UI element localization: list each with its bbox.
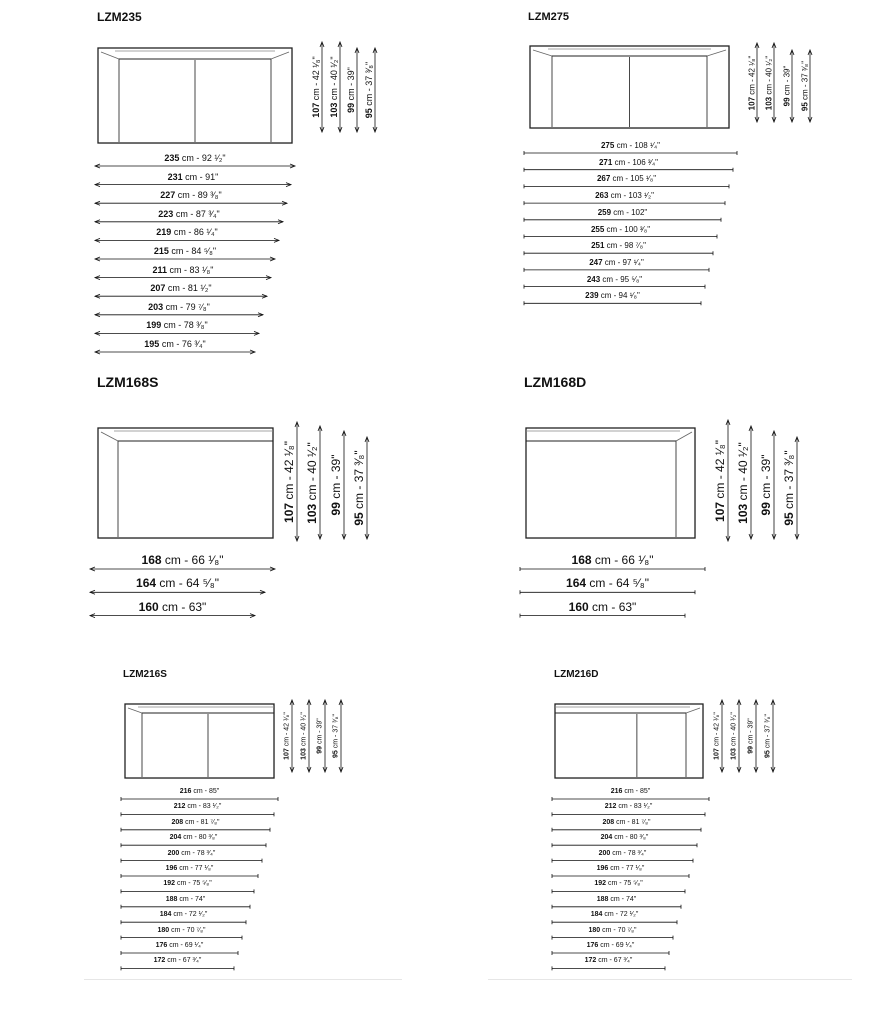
section-base-line (488, 979, 852, 980)
model-title: LZM235 (97, 10, 142, 24)
width-label: 164 cm - 64 ⁵⁄₈" (136, 576, 219, 591)
width-label: 188 cm - 74" (165, 895, 206, 903)
dimension-value: 203 (148, 301, 164, 312)
dimension-value: 164 (136, 576, 157, 591)
width-label: 184 cm - 72 ¹⁄₂" (590, 911, 639, 919)
dimension-value: 219 (156, 227, 172, 238)
dimension-value: 247 (589, 257, 603, 267)
width-label: 227 cm - 89 ³⁄₈" (160, 190, 222, 201)
dimension-value: 95 (764, 750, 772, 758)
width-label: 231 cm - 91" (167, 171, 219, 182)
width-label: 184 cm - 72 ¹⁄₂" (159, 911, 208, 919)
width-label: 243 cm - 95 ⁵⁄₈" (586, 274, 643, 284)
width-label: 247 cm - 97 ¹⁄₄" (589, 257, 644, 267)
dimension-value: 95 (800, 102, 810, 112)
width-label: 215 cm - 84 ⁵⁄₈" (153, 246, 217, 256)
width-label: 263 cm - 103 ¹⁄₂" (595, 191, 654, 201)
width-label: 216 cm - 85" (179, 788, 220, 795)
dimension-value: 223 (158, 208, 174, 219)
width-label: 176 cm - 69 ¹⁄₄" (586, 942, 635, 949)
dimension-value: 180 (157, 926, 170, 934)
sofa-outline (125, 704, 274, 778)
dimension-value: 199 (146, 320, 162, 331)
dimension-value: 196 (596, 865, 609, 872)
width-label: 239 cm - 94 ¹⁄₈" (585, 291, 640, 301)
dimension-value: 99 (316, 745, 324, 754)
width-label: 259 cm - 102" (597, 207, 648, 217)
dimension-value: 176 (586, 942, 599, 949)
model-title: LZM168D (524, 373, 587, 390)
width-label: 267 cm - 105 ¹⁄₈" (596, 174, 657, 184)
sofa-outline (555, 704, 703, 778)
dimension-value: 200 (167, 849, 180, 857)
dimension-value: 212 (173, 803, 186, 811)
dimension-value: 196 (165, 865, 178, 872)
dimension-value: 103 (329, 102, 340, 118)
dimension-value: 263 (595, 191, 609, 201)
width-label: 211 cm - 83 ¹⁄₈" (152, 264, 214, 275)
dimension-value: 235 (164, 153, 180, 163)
height-label: 107 cm - 42 ¹⁄₈" (283, 712, 291, 760)
width-label: 199 cm - 78 ³⁄₈" (146, 320, 208, 331)
height-label: 99 cm - 39" (316, 718, 324, 754)
dimension-value: 255 (590, 224, 605, 234)
width-label: 271 cm - 106 ³⁄₄" (598, 157, 659, 167)
width-label: 160 cm - 63" (568, 599, 637, 614)
width-label: 212 cm - 83 ¹⁄₂" (173, 803, 222, 811)
dimension-value: 243 (586, 274, 601, 284)
width-label: 251 cm - 98 ⁷⁄₈" (591, 241, 646, 251)
height-label: 95 cm - 37 ³⁄₈" (332, 714, 340, 758)
width-label: 204 cm - 80 ³⁄₈" (169, 834, 218, 842)
height-label: 99 cm - 39" (329, 454, 344, 516)
height-label: 107 cm - 42 ¹⁄₈" (713, 439, 728, 522)
sofa-diagram-lzm168s (90, 422, 369, 618)
dimension-value: 95 (782, 512, 797, 526)
width-label: 235 cm - 92 ¹⁄₂" (164, 153, 226, 163)
model-title: LZM216S (123, 668, 167, 680)
width-label: 180 cm - 70 ⁷⁄₈" (157, 926, 206, 934)
dimension-value: 99 (782, 97, 792, 107)
dimension-value: 211 (152, 264, 168, 275)
width-label: 200 cm - 78 ³⁄₄" (167, 849, 216, 857)
model-title: LZM216D (554, 668, 599, 680)
dimension-value: 192 (163, 880, 175, 888)
width-label: 160 cm - 63" (138, 599, 207, 614)
dimension-value: 267 (596, 174, 611, 184)
height-label: 107 cm - 42 ¹⁄₈" (747, 55, 757, 110)
dimension-value: 107 (283, 748, 291, 760)
dimension-value: 204 (600, 834, 613, 842)
dimension-value: 208 (171, 818, 184, 826)
height-label: 107 cm - 42 ¹⁄₈" (713, 712, 721, 760)
height-label: 95 cm - 37 ³⁄₈" (764, 714, 772, 758)
width-label: 255 cm - 100 ³⁄₈" (590, 224, 651, 234)
dimension-value: 200 (598, 849, 611, 857)
sofa-outline (526, 428, 695, 538)
width-label: 212 cm - 83 ¹⁄₂" (604, 803, 653, 811)
dimension-value: 259 (597, 207, 612, 217)
width-label: 223 cm - 87 ³⁄₄" (158, 208, 220, 219)
height-label: 99 cm - 39" (782, 65, 792, 107)
width-label: 172 cm - 67 ³⁄₄" (153, 957, 202, 965)
dimension-value: 212 (604, 803, 617, 811)
width-label: 164 cm - 64 ⁵⁄₈" (566, 576, 649, 591)
width-label: 196 cm - 77 ¹⁄₈" (165, 865, 214, 872)
dimension-value: 107 (747, 96, 757, 110)
sofa-diagram-lzm216d (552, 700, 775, 970)
sofa-outline (98, 428, 273, 538)
dimension-value: 207 (150, 283, 166, 294)
height-label: 103 cm - 40 ¹⁄₂" (300, 712, 308, 760)
dimension-value: 99 (759, 502, 774, 516)
width-label: 168 cm - 66 ¹⁄₈" (571, 553, 654, 567)
dimension-value: 271 (598, 157, 613, 167)
dimension-value: 103 (300, 748, 308, 760)
width-label: 188 cm - 74" (596, 895, 637, 903)
dimension-value: 204 (169, 834, 182, 842)
height-label: 99 cm - 39" (346, 67, 357, 113)
width-label: 195 cm - 76 ³⁄₄" (144, 339, 206, 349)
model-title: LZM168S (97, 373, 159, 390)
dimension-value: 95 (364, 108, 375, 119)
dimension-value: 195 (144, 339, 160, 349)
height-label: 95 cm - 37 ³⁄₈" (364, 61, 375, 119)
sofa-diagram-lzm216s (121, 700, 343, 970)
dimension-value: 107 (311, 102, 322, 118)
width-label: 168 cm - 66 ¹⁄₈" (141, 553, 224, 567)
dimension-value: 103 (736, 503, 751, 524)
dimension-value: 215 (153, 246, 169, 256)
dimension-value: 176 (155, 942, 168, 949)
height-label: 103 cm - 40 ¹⁄₂" (329, 56, 340, 118)
dimension-value: 188 (165, 895, 178, 903)
width-label: 219 cm - 86 ¹⁄₄" (156, 227, 218, 238)
height-label: 95 cm - 37 ³⁄₈" (800, 60, 810, 112)
width-label: 275 cm - 108 ¹⁄₄" (600, 141, 661, 150)
model-title: LZM275 (528, 10, 569, 23)
height-label: 107 cm - 42 ¹⁄₈" (282, 440, 297, 523)
height-label: 103 cm - 40 ¹⁄₂" (305, 441, 320, 524)
width-label: 192 cm - 75 ⁵⁄₈" (594, 880, 643, 888)
dimension-value: 188 (596, 895, 609, 903)
dimension-value: 107 (713, 501, 728, 522)
dimension-value: 231 (167, 171, 183, 182)
dimension-value: 164 (566, 576, 587, 591)
sofa-diagram-lzm168d (520, 420, 799, 618)
dimension-value: 103 (305, 503, 320, 524)
dimension-value: 184 (590, 911, 603, 919)
dimension-value: 275 (600, 141, 615, 150)
dimension-value: 168 (141, 553, 162, 567)
width-label: 207 cm - 81 ¹⁄₂" (150, 283, 212, 294)
dimension-value: 95 (332, 750, 340, 758)
dimension-value: 160 (138, 599, 159, 614)
dimension-value: 99 (329, 502, 344, 516)
dimension-value: 99 (747, 745, 755, 754)
height-label: 99 cm - 39" (747, 718, 755, 754)
dimension-value: 172 (153, 957, 166, 965)
dimension-value: 95 (352, 512, 367, 526)
dimension-value: 251 (591, 241, 605, 251)
dimension-value: 103 (730, 748, 738, 760)
height-label: 99 cm - 39" (759, 454, 774, 516)
width-label: 200 cm - 78 ³⁄₄" (598, 849, 647, 857)
width-label: 208 cm - 81 ⁷⁄₈" (602, 818, 651, 826)
height-label: 103 cm - 40 ¹⁄₂" (764, 55, 774, 110)
width-label: 216 cm - 85" (610, 788, 651, 795)
dimension-value: 208 (602, 818, 615, 826)
width-label: 180 cm - 70 ⁷⁄₈" (588, 926, 637, 934)
dimension-value: 216 (179, 788, 192, 795)
dimension-value: 180 (588, 926, 601, 934)
dimension-value: 168 (571, 553, 592, 567)
section-base-line (84, 979, 402, 980)
dimension-value: 184 (159, 911, 172, 919)
dimension-value: 107 (282, 502, 297, 523)
dimension-value: 239 (585, 291, 599, 301)
width-label: 172 cm - 67 ³⁄₄" (584, 957, 633, 965)
width-label: 176 cm - 69 ¹⁄₄" (155, 942, 204, 949)
width-label: 208 cm - 81 ⁷⁄₈" (171, 818, 220, 826)
dimension-value: 160 (568, 599, 589, 614)
height-label: 95 cm - 37 ³⁄₈" (782, 450, 797, 526)
dimension-value: 227 (160, 190, 176, 201)
dimension-value: 192 (594, 880, 606, 888)
height-label: 95 cm - 37 ³⁄₈" (352, 450, 367, 526)
width-label: 196 cm - 77 ¹⁄₈" (596, 865, 645, 872)
dimension-value: 216 (610, 788, 623, 795)
width-label: 192 cm - 75 ⁵⁄₈" (163, 880, 212, 888)
dimension-value: 103 (764, 96, 774, 110)
width-label: 204 cm - 80 ³⁄₈" (600, 834, 649, 842)
height-label: 103 cm - 40 ¹⁄₂" (730, 712, 738, 760)
dimension-value: 107 (713, 748, 721, 760)
height-label: 107 cm - 42 ¹⁄₈" (311, 56, 322, 118)
dimension-value: 99 (346, 102, 357, 113)
dimension-value: 172 (584, 957, 597, 965)
height-label: 103 cm - 40 ¹⁄₂" (736, 441, 751, 524)
width-label: 203 cm - 79 ⁷⁄₈" (148, 301, 210, 312)
